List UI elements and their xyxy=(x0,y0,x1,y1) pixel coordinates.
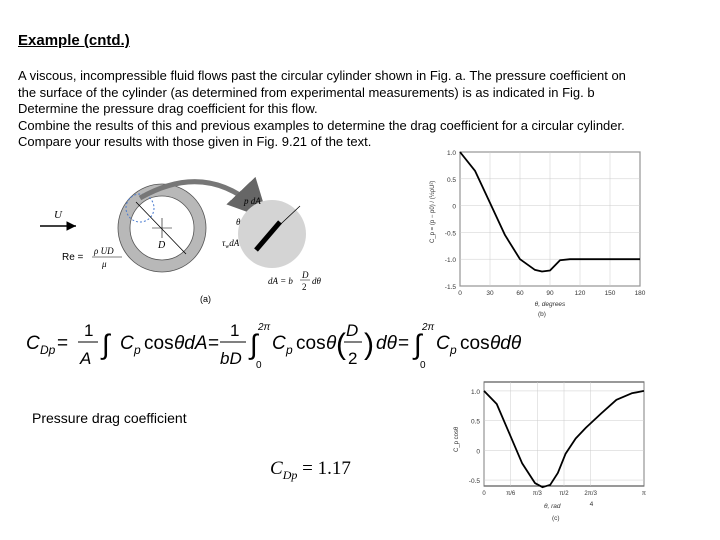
svg-text:∫: ∫ xyxy=(250,329,258,360)
chart-c-ytick: 0.5 xyxy=(470,418,480,426)
chart-c-ylabel: C_p cosθ xyxy=(454,426,460,452)
chart-c-xtick: π/3 xyxy=(532,491,542,497)
body-line: A viscous, incompressible fluid flows past the circular cylinder shown in Fig. a. The pressure coefficient on xyxy=(18,68,626,83)
chart-b-caption: (b) xyxy=(538,311,546,318)
chart-c-xlabel: θ, rad xyxy=(544,503,561,510)
chart-b-ytick: -1.0 xyxy=(444,257,456,265)
svg-text:θdθ: θdθ xyxy=(490,333,522,354)
result-subscript: Dp xyxy=(282,467,298,482)
diameter-label: D xyxy=(158,240,166,251)
chart-c-ytick: 0 xyxy=(476,448,480,456)
reynolds-prefix: Re = xyxy=(62,252,84,263)
svg-text:C: C xyxy=(436,333,450,354)
chart-b-xtick: 150 xyxy=(604,290,616,297)
chart-c-ytick: 1.0 xyxy=(470,388,480,396)
body-line: the surface of the cylinder (as determined from experimental measurements) is as indicated in Fig. b xyxy=(18,84,595,100)
chart-c-caption: (c) xyxy=(552,515,560,522)
svg-text:C: C xyxy=(272,333,286,354)
chart-b-xlabel: θ, degrees xyxy=(534,301,566,308)
svg-text:θ: θ xyxy=(326,333,337,354)
svg-text:0: 0 xyxy=(420,360,426,371)
chart-b-xtick: 180 xyxy=(634,290,646,297)
area-suffix: dθ xyxy=(312,276,321,286)
shear-suffix: dA xyxy=(229,238,240,248)
chart-b-ytick: -1.5 xyxy=(444,284,456,291)
chart-c-page-number: 4 xyxy=(589,501,594,508)
chart-c-xtick: π/2 xyxy=(559,491,569,497)
problem-statement xyxy=(18,68,708,151)
svg-text:): ) xyxy=(364,328,374,361)
svg-text:1: 1 xyxy=(230,321,240,340)
chart-c-xtick: π/6 xyxy=(506,491,516,497)
svg-text:=: = xyxy=(208,333,220,354)
svg-text:bD: bD xyxy=(220,349,242,368)
svg-text:Dp: Dp xyxy=(40,343,56,357)
shear-symbol: τ xyxy=(222,238,226,248)
svg-text:∫: ∫ xyxy=(414,329,422,360)
area-numerator: D xyxy=(302,270,309,280)
svg-text:∫: ∫ xyxy=(102,329,110,360)
svg-text:(: ( xyxy=(336,328,346,361)
svg-text:dθ: dθ xyxy=(376,333,397,354)
chart-c-ytick: -0.5 xyxy=(468,478,480,486)
angle-label: θ xyxy=(236,217,241,227)
reynolds-numerator: ρ UD xyxy=(94,246,114,256)
cylinder-figure xyxy=(40,168,370,308)
shear-force-label xyxy=(222,238,240,250)
svg-text:=: = xyxy=(398,333,410,354)
svg-text:2π: 2π xyxy=(258,322,271,333)
svg-text:cos: cos xyxy=(460,333,490,354)
area-prefix: dA = b xyxy=(268,276,293,286)
result-equation xyxy=(270,458,351,483)
svg-text:1: 1 xyxy=(84,321,94,340)
pressure-force-label: p dA xyxy=(244,196,261,206)
svg-text:2: 2 xyxy=(348,349,358,368)
svg-text:θdA: θdA xyxy=(174,333,208,354)
chart-b-xtick: 60 xyxy=(516,290,524,297)
chart-b-xtick: 120 xyxy=(574,290,586,297)
page-title: Example (cntd.) xyxy=(18,32,130,49)
svg-text:p: p xyxy=(450,343,457,357)
flow-label: U xyxy=(54,209,62,221)
shear-subscript: w xyxy=(225,244,230,250)
result-symbol: C xyxy=(270,458,283,479)
pressure-drag-label: Pressure drag coefficient xyxy=(32,410,187,426)
chart-c-xtick: 2π/3 xyxy=(584,491,597,497)
chart-b-xtick: 90 xyxy=(546,290,554,297)
svg-text:C: C xyxy=(26,333,40,354)
cp-cos-chart xyxy=(440,378,670,538)
svg-text:0: 0 xyxy=(256,360,262,371)
body-line: Determine the pressure drag coefficient for this flow. xyxy=(18,101,318,116)
svg-text:=: = xyxy=(57,333,69,354)
chart-b-ytick: -0.5 xyxy=(444,230,456,238)
chart-b-ytick: 0 xyxy=(452,203,456,211)
reynolds-denominator: μ xyxy=(102,259,107,269)
result-value: = 1.17 xyxy=(302,458,351,479)
chart-b-ytick: 1.0 xyxy=(446,150,456,157)
figure-a-caption: (a) xyxy=(200,294,211,304)
svg-text:p: p xyxy=(134,343,141,357)
svg-text:2π: 2π xyxy=(422,322,435,333)
chart-c-xtick: 0 xyxy=(482,491,486,497)
cp-vs-theta-chart xyxy=(420,144,655,330)
svg-text:cos: cos xyxy=(296,333,326,354)
area-denominator: 2 xyxy=(302,282,307,292)
chart-b-ylabel: C_p = (p − p0) / (½ρU²) xyxy=(430,180,436,243)
svg-text:D: D xyxy=(346,321,359,340)
chart-b-ytick: 0.5 xyxy=(446,176,456,184)
chart-c-xtick: π xyxy=(641,491,647,497)
svg-text:C: C xyxy=(120,333,134,354)
body-line: Combine the results of this and previous examples to determine the drag coefficient for a circular cylinder. xyxy=(18,117,625,133)
svg-text:cos: cos xyxy=(144,333,174,354)
body-line: Compare your results with those given in Fig. 9.21 of the text. xyxy=(18,134,372,149)
svg-text:p: p xyxy=(286,343,293,357)
svg-text:A: A xyxy=(80,349,92,368)
chart-b-xtick: 0 xyxy=(458,290,462,297)
chart-b-xtick: 30 xyxy=(486,290,494,297)
